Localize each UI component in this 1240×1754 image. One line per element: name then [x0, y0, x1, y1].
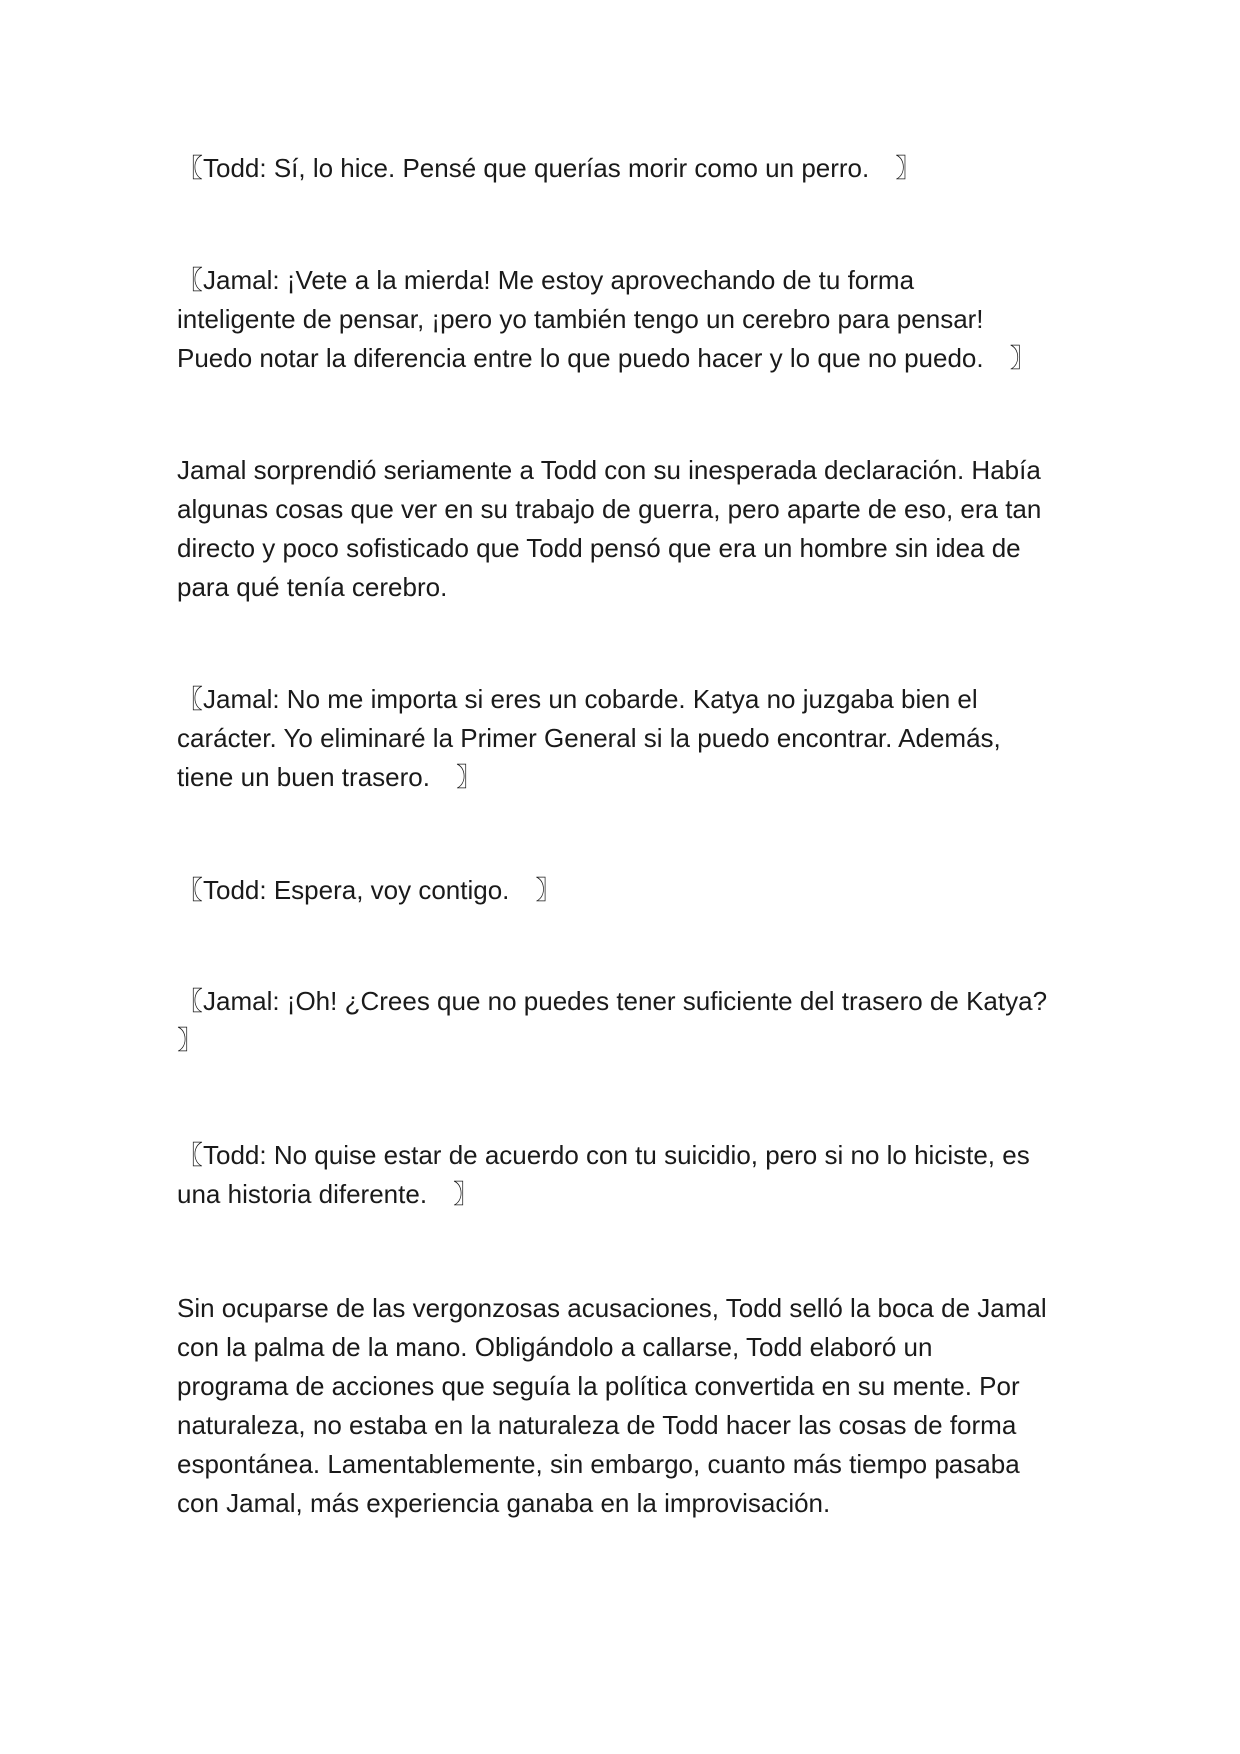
text-line: directo y poco sofisticado que Todd pensó que era un hombre sin idea de: [177, 533, 1021, 563]
text-line: programa de acciones que seguía la política convertida en su mente. Por: [177, 1371, 1020, 1401]
text-line: para qué tenía cerebro.: [177, 572, 448, 602]
dialogue-paragraph: [177, 871, 1077, 910]
dialogue-paragraph: [177, 982, 1077, 1060]
text-line: con la palma de la mano. Obligándolo a callarse, Todd elaboró un: [177, 1332, 933, 1362]
narration-paragraph: [177, 1289, 1077, 1523]
text-line: 〖Jamal: No me importa si eres un cobarde. Katya no juzgaba bien el: [177, 684, 978, 714]
dialogue-paragraph: [177, 1136, 1077, 1214]
text-line: 〖Todd: Espera, voy contigo. 〗: [177, 875, 562, 905]
text-line: Sin ocuparse de las vergonzosas acusaciones, Todd selló la boca de Jamal: [177, 1293, 1047, 1323]
text-line: inteligente de pensar, ¡pero yo también tengo un cerebro para pensar!: [177, 304, 984, 334]
text-line: Puedo notar la diferencia entre lo que puedo hacer y lo que no puedo. 〗: [177, 343, 1036, 373]
text-line: tiene un buen trasero. 〗: [177, 762, 482, 792]
dialogue-paragraph: [177, 680, 1077, 797]
text-line: 〖Todd: No quise estar de acuerdo con tu suicidio, pero si no lo hiciste, es: [177, 1140, 1030, 1170]
text-line: Jamal sorprendió seriamente a Todd con su inesperada declaración. Había: [177, 455, 1041, 485]
dialogue-paragraph: [177, 149, 1077, 188]
text-line: 〖Todd: Sí, lo hice. Pensé que querías morir como un perro. 〗: [177, 153, 922, 183]
text-line: con Jamal, más experiencia ganaba en la improvisación.: [177, 1488, 831, 1518]
dialogue-paragraph: [177, 261, 1077, 378]
text-line: una historia diferente. 〗: [177, 1179, 480, 1209]
text-line: 〖Jamal: ¡Oh! ¿Crees que no puedes tener suficiente del trasero de Katya?: [177, 986, 1048, 1016]
text-line: 〗: [177, 1025, 204, 1055]
text-line: espontánea. Lamentablemente, sin embargo, cuanto más tiempo pasaba: [177, 1449, 1020, 1479]
text-line: 〖Jamal: ¡Vete a la mierda! Me estoy aprovechando de tu forma: [177, 265, 915, 295]
narration-paragraph: [177, 451, 1077, 607]
text-line: algunas cosas que ver en su trabajo de guerra, pero aparte de eso, era tan: [177, 494, 1042, 524]
text-line: naturaleza, no estaba en la naturaleza de Todd hacer las cosas de forma: [177, 1410, 1017, 1440]
text-line: carácter. Yo eliminaré la Primer General si la puedo encontrar. Además,: [177, 723, 1001, 753]
